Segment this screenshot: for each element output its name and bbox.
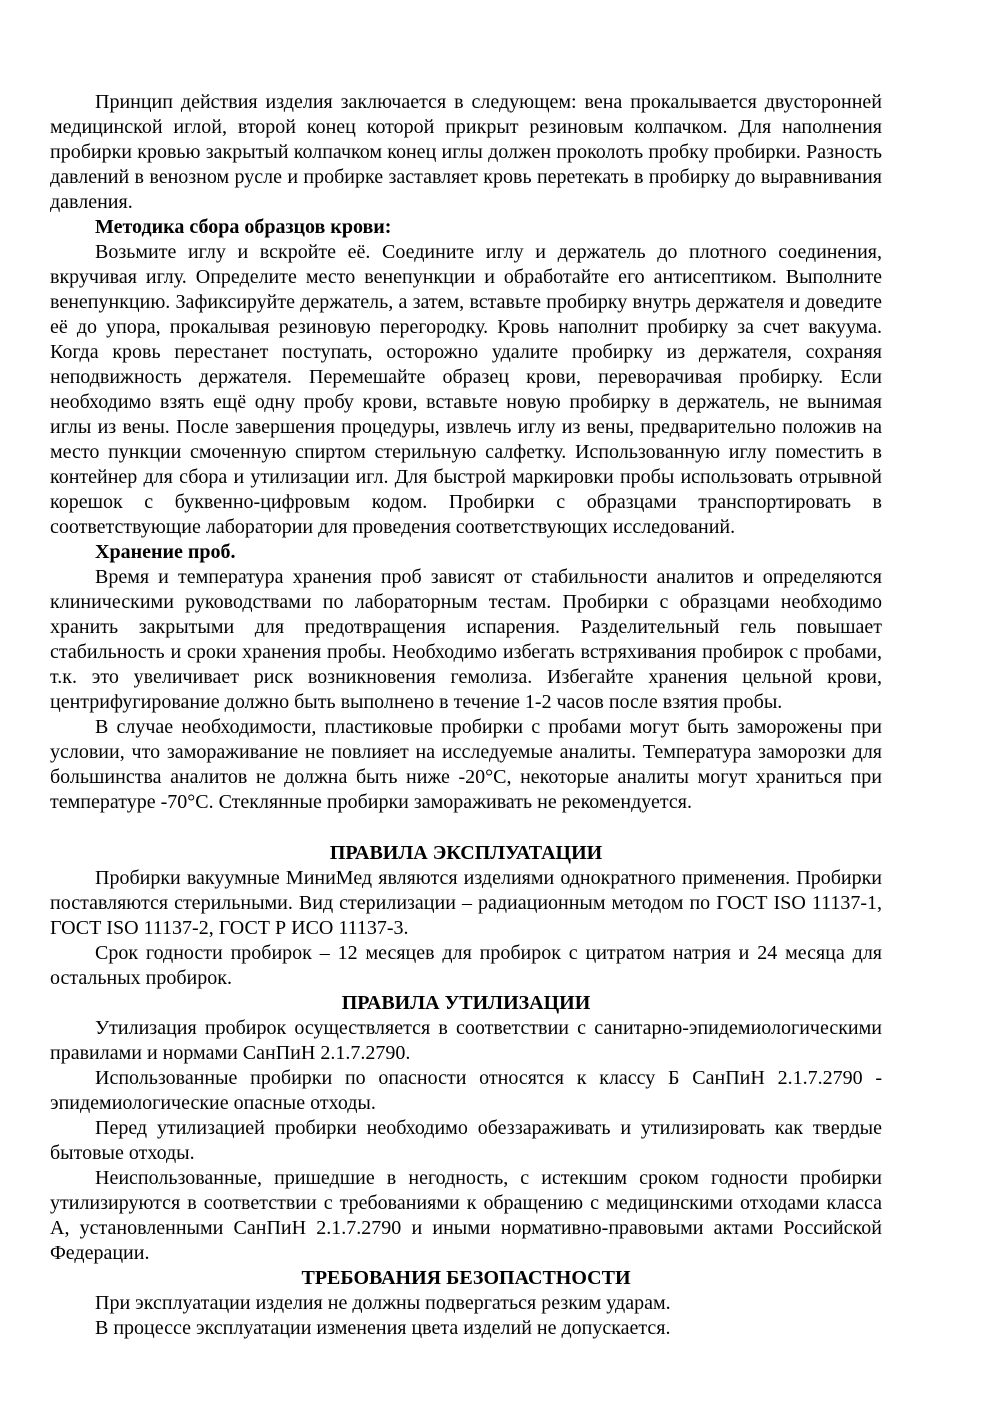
paragraph-shelf-life: Срок годности пробирок – 12 месяцев для пробирок с цитратом натрия и 24 месяца для остальных пробирок.: [50, 942, 882, 989]
paragraph-no-sharp-impacts: При эксплуатации изделия не должны подвергаться резким ударам.: [95, 1292, 671, 1314]
paragraph-operating-principle: Принцип действия изделия заключается в следующем: вена прокалывается двусторонней медицинской иглой, второй конец которой прикрыт резиновым колпачком. Для наполнения пробирки кровью закрытый колпачком конец иглы должен проколоть пробку пробирки. Разность давлений в венозном русле и пробирке заставляет кровь перетекать в пробирку до выравнивания давления.: [50, 91, 882, 213]
paragraph-disinfection-before-disposal: Перед утилизацией пробирки необходимо обеззараживать и утилизировать как твердые бытовые отходы.: [50, 1117, 882, 1164]
paragraph-storage-conditions: Время и температура хранения проб зависят от стабильности аналитов и определяются клиническими руководствами по лабораторным тестам. Пробирки с образцами необходимо хранить закрытыми для предотвращения испарения. Разделительный гель повышает стабильность и сроки хранения пробы. Необходимо избегать встряхивания пробирок с пробами, т.к. это увеличивает риск возникновения гемолиза. Избегайте хранения цельной крови, центрифугирование должно быть выполнено в течение 1-2 часов после взятия пробы.: [50, 566, 882, 713]
heading-safety-requirements: ТРЕБОВАНИЯ БЕЗОПАСТНОСТИ: [301, 1267, 631, 1289]
heading-operation-rules: ПРАВИЛА ЭКСПЛУАТАЦИИ: [329, 842, 603, 864]
paragraph-unused-expired-tubes: Неиспользованные, пришедшие в негодность, с истекшим сроком годности пробирки утилизируются в соответствии с требованиями к обращению с медицинскими отходами класса А, установленными СанПиН 2.1.7.2790 и иными нормативно-правовыми актами Российской Федерации.: [50, 1167, 882, 1264]
paragraph-no-color-change: В процессе эксплуатации изменения цвета изделий не допускается.: [95, 1317, 671, 1339]
heading-disposal-rules: ПРАВИЛА УТИЛИЗАЦИИ: [341, 992, 591, 1014]
heading-blood-sample-collection-method: Методика сбора образцов крови:: [95, 216, 392, 238]
paragraph-collection-procedure: Возьмите иглу и вскройте её. Соедините иглу и держатель до плотного соединения, вкручивая иглу. Определите место венепункции и обработайте его антисептиком. Выполните венепункцию. Зафиксируйте держатель, а затем, вставьте пробирку внутрь держателя и доведите её до упора, прокалывая резиновую перегородку. Кровь наполнит пробирку за счет вакуума. Когда кровь перестанет поступать, осторожно удалите пробирку из держателя, сохраняя неподвижность держателя. Перемешайте образец крови, переворачивая пробирку. Если необходимо взять ещё одну пробу крови, вставьте новую пробирку в держатель, не вынимая иглы из вены. После завершения процедуры, извлечь иглу из вены, предварительно положив на место пункции смоченную спиртом стерильную салфетку. Использованную иглу поместить в контейнер для сбора и утилизации игл. Для быстрой маркировки пробы использовать отрывной корешок с буквенно-цифровым кодом. Пробирки с образцами транспортировать в соответствующие лаборатории для проведения соответствующих исследований.: [50, 241, 882, 538]
paragraph-freezing-conditions: В случае необходимости, пластиковые пробирки с пробами могут быть заморожены при условии, что замораживание не повлияет на исследуемые аналиты. Температура заморозки для большинства аналитов не должна быть ниже -20°С, некоторые аналиты могут храниться при температуре -70°С. Стеклянные пробирки замораживать не рекомендуется.: [50, 716, 882, 813]
paragraph-used-tubes-class-b: Использованные пробирки по опасности относятся к классу Б СанПиН 2.1.7.2790 - эпидемиологические опасные отходы.: [50, 1067, 882, 1114]
heading-sample-storage: Хранение проб.: [95, 541, 236, 563]
paragraph-single-use-sterilization: Пробирки вакуумные МиниМед являются изделиями однократного применения. Пробирки поставляются стерильными. Вид стерилизации – радиационным методом по ГОСТ ISO 11137-1, ГОСТ ISO 11137-2, ГОСТ Р ИСО 11137-3.: [50, 867, 882, 939]
paragraph-disposal-sanpin: Утилизация пробирок осуществляется в соответствии с санитарно-эпидемиологическими правилами и нормами СанПиН 2.1.7.2790.: [50, 1017, 882, 1064]
